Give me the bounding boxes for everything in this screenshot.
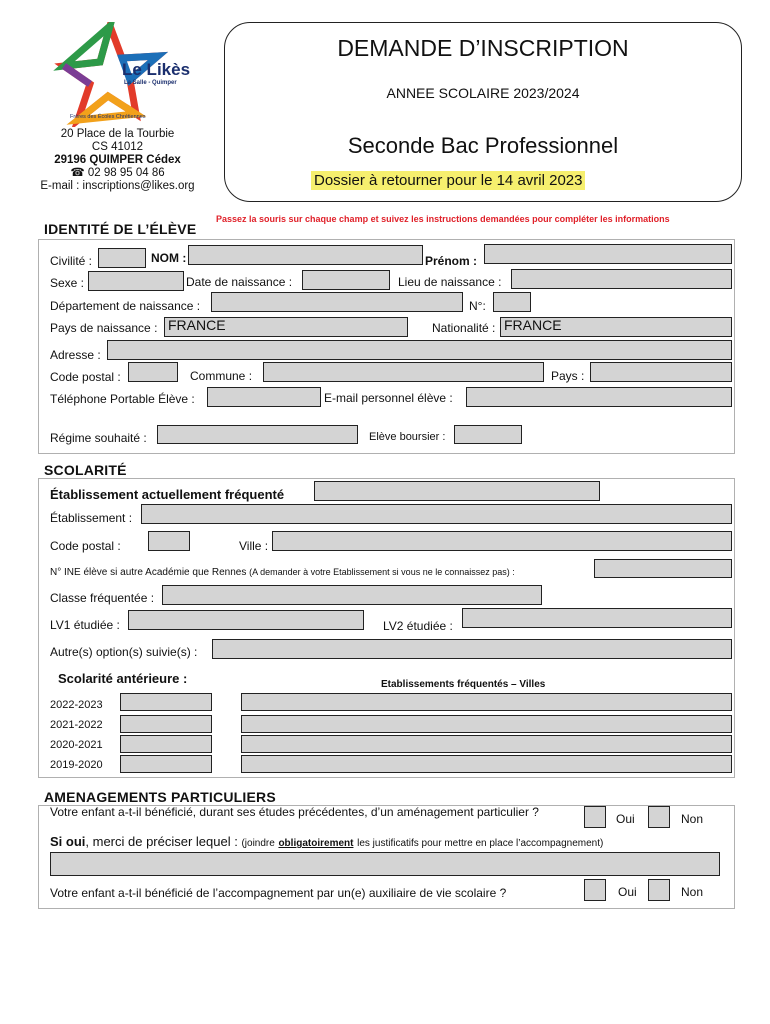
- lieu-naissance-label: Lieu de naissance :: [398, 275, 502, 289]
- email-label: E-mail personnel élève :: [324, 391, 453, 405]
- options-field[interactable]: [212, 639, 732, 659]
- nationalite-label: Nationalité :: [432, 321, 496, 335]
- pays-label: Pays :: [551, 369, 585, 383]
- etab-actuel-field[interactable]: [314, 481, 600, 501]
- q2-non-checkbox[interactable]: [648, 879, 670, 901]
- year-2019-2020-etab-field[interactable]: [241, 755, 732, 773]
- etablissement-field[interactable]: [141, 504, 732, 524]
- school-address: [20, 128, 215, 193]
- phone-line: [20, 167, 215, 180]
- q2-oui-label: Oui: [618, 885, 637, 899]
- ville-field[interactable]: [272, 531, 732, 551]
- departement-field[interactable]: [211, 292, 463, 312]
- pays-naissance-label: Pays de naissance :: [50, 321, 158, 335]
- boursier-label: Elève boursier :: [369, 431, 446, 443]
- classe-field[interactable]: [162, 585, 542, 605]
- etab-frequentes-label: Etablissements fréquentés – Villes: [381, 679, 546, 690]
- year-2022-2023-class-field[interactable]: [120, 693, 212, 711]
- lv2-label: LV2 étudiée :: [383, 619, 453, 633]
- commune-field[interactable]: [263, 362, 544, 382]
- amenagements-heading: AMENAGEMENTS PARTICULIERS: [44, 789, 276, 805]
- prenom-label: Prénom :: [425, 254, 478, 268]
- joindre-text: (joindre: [241, 838, 275, 849]
- ine-label: [50, 567, 515, 578]
- lv2-field[interactable]: [462, 608, 732, 628]
- numero-label: N°:: [469, 299, 486, 313]
- email-line: E-mail : inscriptions@likes.org: [40, 180, 195, 192]
- telephone-label: Téléphone Portable Élève :: [50, 392, 195, 406]
- ine-text: N° INE élève si autre Académie que Rennes: [50, 567, 247, 578]
- q1-oui-label: Oui: [616, 812, 635, 826]
- year-2020-2021-class-field[interactable]: [120, 735, 212, 753]
- code-postal-field[interactable]: [128, 362, 178, 382]
- year-2022-2023: 2022-2023: [50, 699, 103, 711]
- civilite-field[interactable]: [98, 248, 146, 268]
- code-postal-label: Code postal :: [50, 370, 121, 384]
- instructions-text: Passez la souris sur chaque champ et suivez les instructions demandées pour compléter les informations: [216, 214, 670, 224]
- q2-label: Votre enfant a-t-il bénéficié de l’accompagnement par un(e) auxiliaire de vie scolaire ?: [50, 886, 507, 900]
- regime-label: Régime souhaité :: [50, 431, 147, 445]
- logo-motto: Frères des Écoles Chrétiennes: [70, 114, 146, 120]
- scol-code-postal-field[interactable]: [148, 531, 190, 551]
- pays-field[interactable]: [590, 362, 732, 382]
- q1-label: Votre enfant a-t-il bénéficié, durant ses études précédentes, d’un aménagement particulier ?: [50, 805, 539, 819]
- anterieure-label: Scolarité antérieure :: [58, 671, 188, 686]
- logo-name: Le Likès: [122, 60, 191, 79]
- si-oui-rest: , merci de préciser lequel :: [85, 834, 238, 849]
- lv1-label: LV1 étudiée :: [50, 618, 120, 632]
- civilite-label: Civilité :: [50, 254, 93, 268]
- options-label: Autre(s) option(s) suivie(s) :: [50, 645, 198, 659]
- ine-field[interactable]: [594, 559, 732, 578]
- regime-field[interactable]: [157, 425, 358, 444]
- scol-code-postal-label: Code postal :: [50, 539, 121, 553]
- form-title: DEMANDE D’INSCRIPTION: [337, 35, 629, 61]
- year-2021-2022: 2021-2022: [50, 719, 103, 731]
- q1-non-checkbox[interactable]: [648, 806, 670, 828]
- year-2021-2022-class-field[interactable]: [120, 715, 212, 733]
- address-line2: CS 41012: [91, 141, 144, 153]
- amenagement-details-field[interactable]: [50, 852, 720, 876]
- year-2020-2021-etab-field[interactable]: [241, 735, 732, 753]
- phone-icon: ☎: [70, 167, 88, 179]
- sexe-field[interactable]: [88, 271, 184, 291]
- date-naissance-label: Date de naissance :: [186, 275, 293, 289]
- year-2020-2021: 2020-2021: [50, 739, 103, 751]
- nom-label: NOM :: [151, 251, 187, 265]
- etab-actuel-label: Établissement actuellement fréquenté: [50, 487, 285, 502]
- q1-oui-checkbox[interactable]: [584, 806, 606, 828]
- boursier-field[interactable]: [454, 425, 522, 444]
- ine-note: (A demander à votre Etablissement si vous ne le connaissez pas) :: [249, 567, 515, 577]
- si-oui-line: [50, 834, 603, 849]
- deadline-banner: Dossier à retourner pour le 14 avril 2023: [311, 171, 585, 190]
- lieu-naissance-field[interactable]: [511, 269, 732, 289]
- school-year: ANNEE SCOLAIRE 2023/2024: [386, 85, 580, 101]
- q2-non-label: Non: [681, 885, 704, 899]
- adresse-label: Adresse :: [50, 348, 101, 362]
- departement-label: Département de naissance :: [50, 299, 201, 313]
- telephone-field[interactable]: [207, 387, 321, 407]
- header-box: [224, 22, 742, 202]
- pays-naissance-field[interactable]: FRANCE: [164, 317, 408, 337]
- program-name: Seconde Bac Professionnel: [347, 133, 619, 158]
- classe-label: Classe fréquentée :: [50, 591, 155, 605]
- phone-number: 02 98 95 04 86: [87, 167, 165, 179]
- year-2019-2020: 2019-2020: [50, 759, 103, 771]
- year-2021-2022-etab-field[interactable]: [241, 715, 732, 733]
- commune-label: Commune :: [190, 369, 253, 383]
- obligatoirement-text: obligatoirement: [278, 838, 354, 849]
- nationalite-field[interactable]: FRANCE: [500, 317, 732, 337]
- ville-label: Ville :: [239, 539, 269, 553]
- logo-subtitle: La Salle - Quimper: [124, 80, 177, 86]
- school-logo: [50, 22, 210, 127]
- address-line3: 29196 QUIMPER Cédex: [54, 154, 181, 166]
- q1-non-label: Non: [681, 812, 704, 826]
- year-2022-2023-etab-field[interactable]: [241, 693, 732, 711]
- sexe-label: Sexe :: [50, 276, 85, 290]
- si-oui-bold: Si oui: [50, 834, 86, 849]
- date-naissance-field[interactable]: [302, 270, 390, 290]
- address-line1: 20 Place de la Tourbie: [60, 128, 175, 140]
- adresse-field[interactable]: [107, 340, 732, 360]
- identity-heading: IDENTITÉ DE L’ÉLÈVE: [44, 221, 197, 237]
- scolarite-heading: SCOLARITÉ: [44, 462, 127, 478]
- email-field[interactable]: [466, 387, 732, 407]
- year-2019-2020-class-field[interactable]: [120, 755, 212, 773]
- q2-oui-checkbox[interactable]: [584, 879, 606, 901]
- prenom-field[interactable]: [484, 244, 732, 264]
- numero-field[interactable]: [493, 292, 531, 312]
- lv1-field[interactable]: [128, 610, 364, 630]
- etablissement-label: Établissement :: [50, 511, 133, 525]
- joindre-rest: les justificatifs pour mettre en place l’accompagnement): [357, 838, 604, 849]
- nom-field[interactable]: [188, 245, 423, 265]
